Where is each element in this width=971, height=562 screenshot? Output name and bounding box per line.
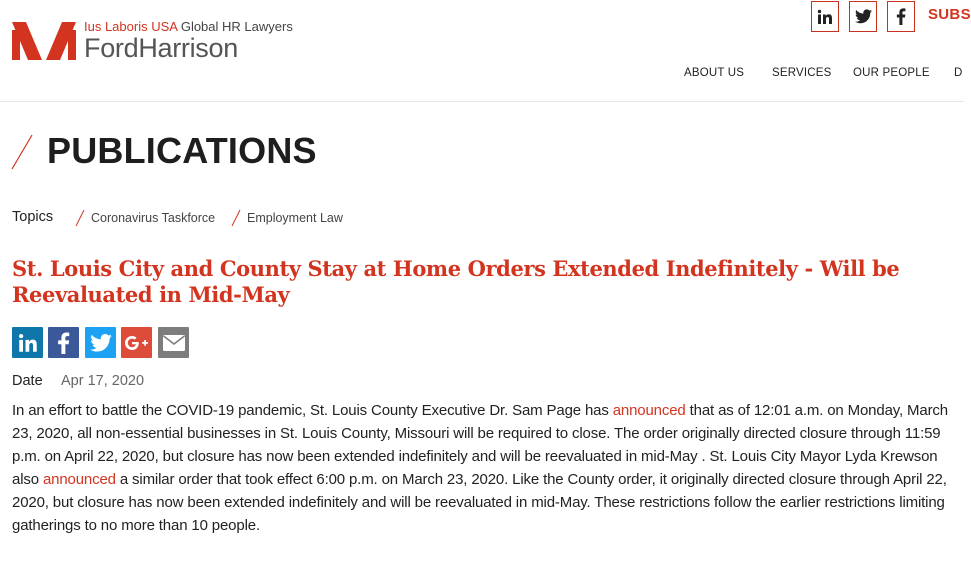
- brand-tagline: [84, 19, 293, 34]
- nav-services[interactable]: SERVICES: [772, 67, 832, 79]
- share-email-button[interactable]: [158, 327, 189, 358]
- date-label: Date: [12, 373, 43, 389]
- share-twitter-button[interactable]: [85, 327, 116, 358]
- header-facebook-button[interactable]: [887, 1, 915, 32]
- header-twitter-button[interactable]: [849, 1, 877, 32]
- header-linkedin-button[interactable]: [811, 1, 839, 32]
- article-title-line2: Reevaluated in Mid-May: [12, 282, 290, 307]
- nav-our-people[interactable]: OUR PEOPLE: [853, 67, 930, 79]
- site-header: [0, 0, 971, 102]
- twitter-icon: [855, 9, 872, 24]
- fordharrison-logo-icon[interactable]: [12, 22, 76, 60]
- brand-name[interactable]: FordHarrison: [84, 33, 238, 63]
- article-title: [12, 256, 912, 308]
- linkedin-icon: [817, 9, 833, 25]
- nav-about-us[interactable]: ABOUT US: [684, 67, 745, 79]
- body-text-part3: a similar order that took effect 6:00 p.m. on March 23, 2020. Like the County order, it originally directed closure through April 22, 2020, but closure has now been extended indefinitely and will be reevaluated in mid-May. These restrictions follow the earlier restrictions limiting gatherings to no more than 10 people.: [12, 471, 947, 534]
- subscribe-link[interactable]: SUBS: [928, 6, 971, 23]
- facebook-icon: [896, 8, 906, 25]
- facebook-icon: [57, 332, 70, 354]
- topic-coronavirus-taskforce[interactable]: Coronavirus Taskforce: [91, 211, 216, 225]
- title-slash-icon: [10, 134, 34, 170]
- share-facebook-button[interactable]: [48, 327, 79, 358]
- article-title-line1: St. Louis City and County Stay at Home Orders Extended Indefinitely - Will be: [12, 256, 900, 281]
- tagline-global-hr: Global HR Lawyers: [177, 19, 293, 34]
- topic-separator-icon: [231, 209, 241, 227]
- topics-label: Topics: [12, 209, 54, 225]
- announced-link-county[interactable]: announced: [612, 402, 686, 419]
- email-icon: [162, 334, 186, 352]
- twitter-icon: [90, 334, 112, 352]
- date-value: Apr 17, 2020: [61, 373, 145, 389]
- body-text-part1: In an effort to battle the COVID-19 pandemic, St. Louis County Executive Dr. Sam Page has: [12, 402, 613, 419]
- announced-link-city[interactable]: announced: [42, 471, 116, 488]
- google-plus-icon: [124, 335, 150, 351]
- linkedin-icon: [18, 333, 38, 353]
- page-title: PUBLICATIONS: [47, 130, 317, 171]
- article-body: [12, 399, 957, 537]
- share-linkedin-button[interactable]: [12, 327, 43, 358]
- tagline-ius-laboris: Ius Laboris USA: [84, 19, 178, 34]
- share-google-plus-button[interactable]: [121, 327, 152, 358]
- topic-separator-icon: [75, 209, 85, 227]
- topic-employment-law[interactable]: Employment Law: [247, 211, 343, 225]
- body-text-part2: that as of 12:01 a.m. on Monday, March 23, 2020, all non-essential businesses in St. Louis County, Missouri will be required to close. The order originally directed closure through 11:59 p.m. on April 22, 2020, but closure has now been extended indefinitely and will be reevaluated in mid-May . St. Louis City Mayor Lyda Krewson also: [12, 402, 948, 488]
- nav-more-item[interactable]: D: [954, 67, 963, 79]
